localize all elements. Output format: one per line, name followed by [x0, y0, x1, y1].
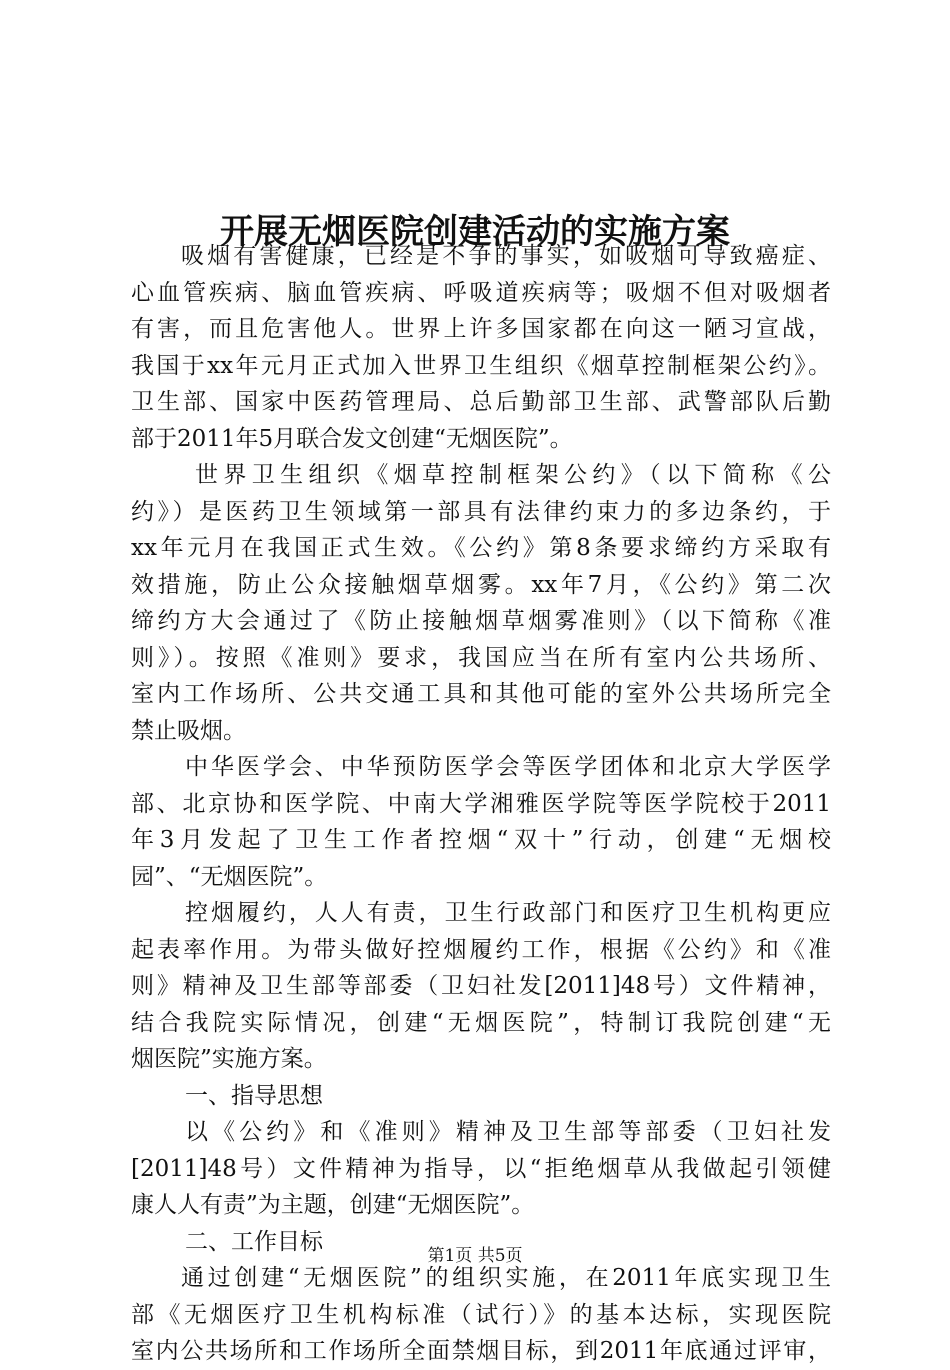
paragraph-line: 控烟履约，人人有责，卫生行政部门和医疗卫生机构更应: [185, 900, 831, 926]
paragraph-line: 世界卫生组织《烟草控制框架公约》（以下简称《公: [195, 462, 831, 488]
paragraph-line: 我国于xx年元月正式加入世界卫生组织《烟草控制框架公约》。: [131, 352, 831, 379]
paragraph-line: 部、北京协和医学院、中南大学湘雅医学院等医学院校于2011: [131, 790, 831, 817]
paragraph-line: 结合我院实际情况，创建“无烟医院”，特制订我院创建“无: [131, 1009, 831, 1036]
paragraph-line: 心血管疾病、脑血管疾病、呼吸道疾病等；吸烟不但对吸烟者: [131, 279, 831, 306]
paragraph-line: 部《无烟医疗卫生机构标准（试行）》的基本达标，实现医院: [131, 1301, 831, 1328]
paragraph-line: 年3月发起了卫生工作者控烟“双十”行动，创建“无烟校: [131, 827, 831, 853]
paragraph-line: xx年元月在我国正式生效。《公约》第8条要求缔约方采取有: [131, 535, 831, 561]
paragraph-line: 园”、“无烟医院”。: [131, 863, 328, 890]
paragraph-line: 效措施，防止公众接触烟草烟雾。xx年7月，《公约》第二次: [131, 571, 831, 598]
section-heading: 一、指导思想: [185, 1082, 323, 1109]
document-title: 开展无烟医院创建活动的实施方案: [220, 211, 730, 252]
paragraph-line: 室内公共场所和工作场所全面禁烟目标，到2011年底通过评审，: [131, 1338, 831, 1364]
paragraph-line: 部于2011年5月联合发文创建“无烟医院”。: [131, 425, 573, 452]
paragraph-line: 缔约方大会通过了《防止接触烟草烟雾准则》（以下简称《准: [131, 608, 831, 634]
paragraph-line: 卫生部、国家中医药管理局、总后勤部卫生部、武警部队后勤: [131, 389, 831, 415]
paragraph-line: 约》）是医药卫生领域第一部具有法律约束力的多边条约，于: [131, 498, 831, 525]
paragraph-line: 烟医院”实施方案。: [131, 1046, 327, 1072]
paragraph-line: 以《公约》和《准则》精神及卫生部等部委（卫妇社发: [185, 1119, 831, 1145]
paragraph-line: 则》精神及卫生部等部委（卫妇社发[2011]48号）文件精神，: [131, 973, 831, 999]
paragraph-line: [2011]48号）文件精神为指导，以“拒绝烟草从我做起引领健: [131, 1155, 831, 1182]
paragraph-line: 起表率作用。为带头做好控烟履约工作，根据《公约》和《准: [131, 936, 831, 963]
paragraph-line: 康人人有责”为主题，创建“无烟医院”。: [131, 1192, 535, 1218]
paragraph-line: 室内工作场所、公共交通工具和其他可能的室外公共场所完全: [131, 681, 831, 707]
paragraph-line: 禁止吸烟。: [131, 717, 246, 744]
paragraph-line: 有害，而且危害他人。世界上许多国家都在向这一陋习宣战，: [131, 316, 831, 342]
page-footer: 第1页 共5页: [427, 1246, 523, 1266]
paragraph-line: 则》）。按照《准则》要求，我国应当在所有室内公共场所、: [131, 644, 831, 671]
section-heading: 二、工作目标: [185, 1228, 323, 1255]
paragraph-line: 吸烟有害健康，已经是不争的事实，如吸烟可导致癌症、: [181, 243, 831, 269]
paragraph-line: 中华医学会、中华预防医学会等医学团体和北京大学医学: [185, 754, 831, 780]
document-body: [131, 238, 831, 1370]
paragraph-line: 通过创建“无烟医院”的组织实施，在2011年底实现卫生: [181, 1265, 831, 1291]
